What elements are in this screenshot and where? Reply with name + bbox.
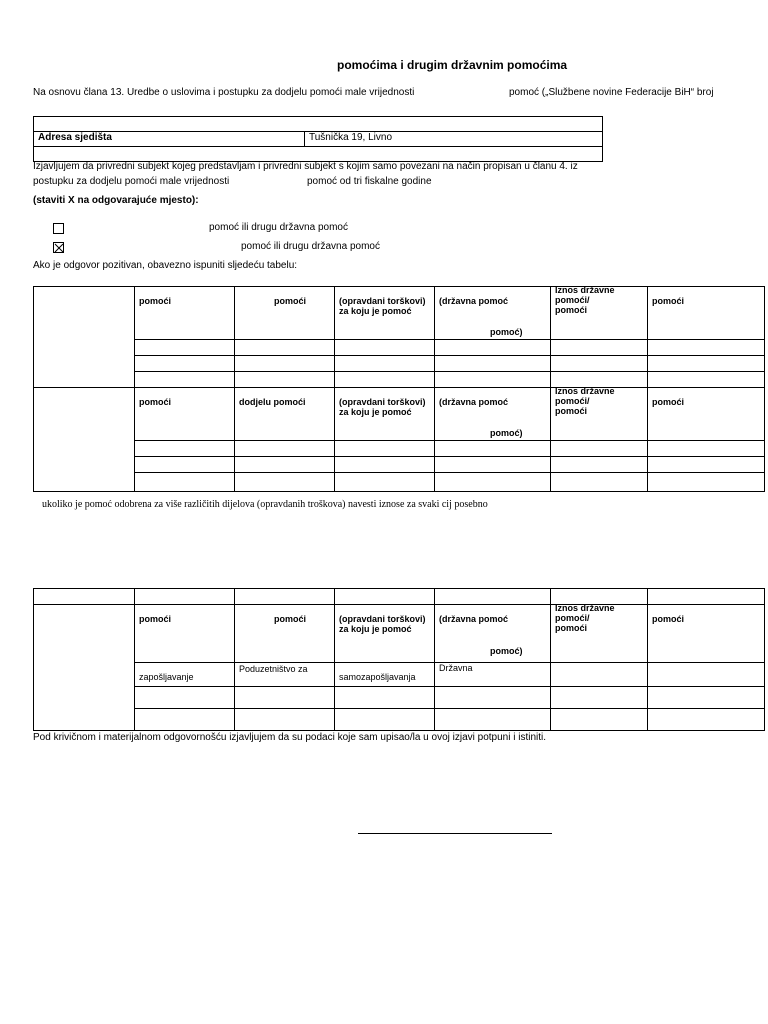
aid-table-2 [33,588,765,731]
checkbox-x-icon [54,243,65,254]
intro-text-right: pomoć („Službene novine Federacije BiH“ broj [509,87,714,98]
aid-table-1 [33,286,765,492]
t4-r1-col4: Državna [439,663,473,673]
t3-h-col6: pomoći [652,397,685,407]
t2-h-col1: pomoći [139,296,172,306]
t4-h-col2: pomoći [274,614,307,624]
t3-h-col5: Iznos državne pomoći/ pomoći [555,386,615,416]
page-title: pomoćima i drugim državnim pomoćima [337,58,568,72]
t3-h-col2: dodjelu pomoći [239,397,306,407]
t4-h-col1: pomoći [139,614,172,624]
option2-label: pomoć ili drugu državna pomoć [241,241,380,252]
t2-h-col2: pomoći [274,296,307,306]
t3-h-col4: (državna pomoć [439,397,509,407]
option1-checkbox[interactable] [53,223,64,234]
signature-line[interactable] [358,833,552,834]
address-table [33,116,603,162]
t4-r1-col1: zapošljavanje [139,672,194,682]
address-label: Adresa sjedišta [34,132,305,147]
instruction-text: (staviti X na odgovarajuće mjesto): [33,195,199,206]
t4-h-col4: (državna pomoć [439,614,509,624]
t2-h-col5: Iznos državne pomoći/ pomoći [555,285,615,315]
t2-h-col4b: pomoć) [490,327,523,337]
footnote: ukoliko je pomoć odobrena za više različitih dijelova (opravdanih troškova) navesti iznose za svaki cij posebno [42,499,488,510]
declaration-line2-right: pomoć od tri fiskalne godine [307,176,432,187]
t4-r1-col3: samozapošljavanja [339,672,416,682]
t4-h-col3: (opravdani torškovi) za koju je pomoć [339,614,426,634]
option1-label: pomoć ili drugu državna pomoć [209,222,348,233]
intro-text-left: Na osnovu člana 13. Uredbe o uslovima i postupku za dodjelu pomoći male vrijednosti [33,87,415,98]
address-value[interactable]: Tušnička 19, Livno [305,132,603,147]
t3-h-col1: pomoći [139,397,172,407]
if-positive-text: Ako je odgovor pozitivan, obavezno ispuniti sljedeću tabelu: [33,260,298,271]
t2-h-col4: (državna pomoć [439,296,509,306]
declaration-line1: Izjavljujem da privredni subjekt kojeg predstavljam i privredni subjekt s kojim samo povezani na način propisan u članu 4. iz [33,161,578,172]
t4-h-col4b: pomoć) [490,646,523,656]
t4-h-col6: pomoći [652,614,685,624]
option2-checkbox[interactable] [53,242,64,253]
declaration-line2-left: postupku za dodjelu pomoći male vrijednosti [33,176,230,187]
t3-h-col4b: pomoć) [490,428,523,438]
statement-text: Pod krivičnom i materijalnom odgovornošću izjavljujem da su podaci koje sam upisao/la u ovoj izjavi potpuni i istiniti. [33,732,547,743]
t2-h-col6: pomoći [652,296,685,306]
t4-r1-col2: Poduzetništvo za [239,664,308,674]
t4-h-col5: Iznos državne pomoći/ pomoći [555,603,615,633]
t3-h-col3: (opravdani torškovi) za koju je pomoć [339,397,426,417]
t2-h-col3: (opravdani torškovi) za koju je pomoć [339,296,426,316]
